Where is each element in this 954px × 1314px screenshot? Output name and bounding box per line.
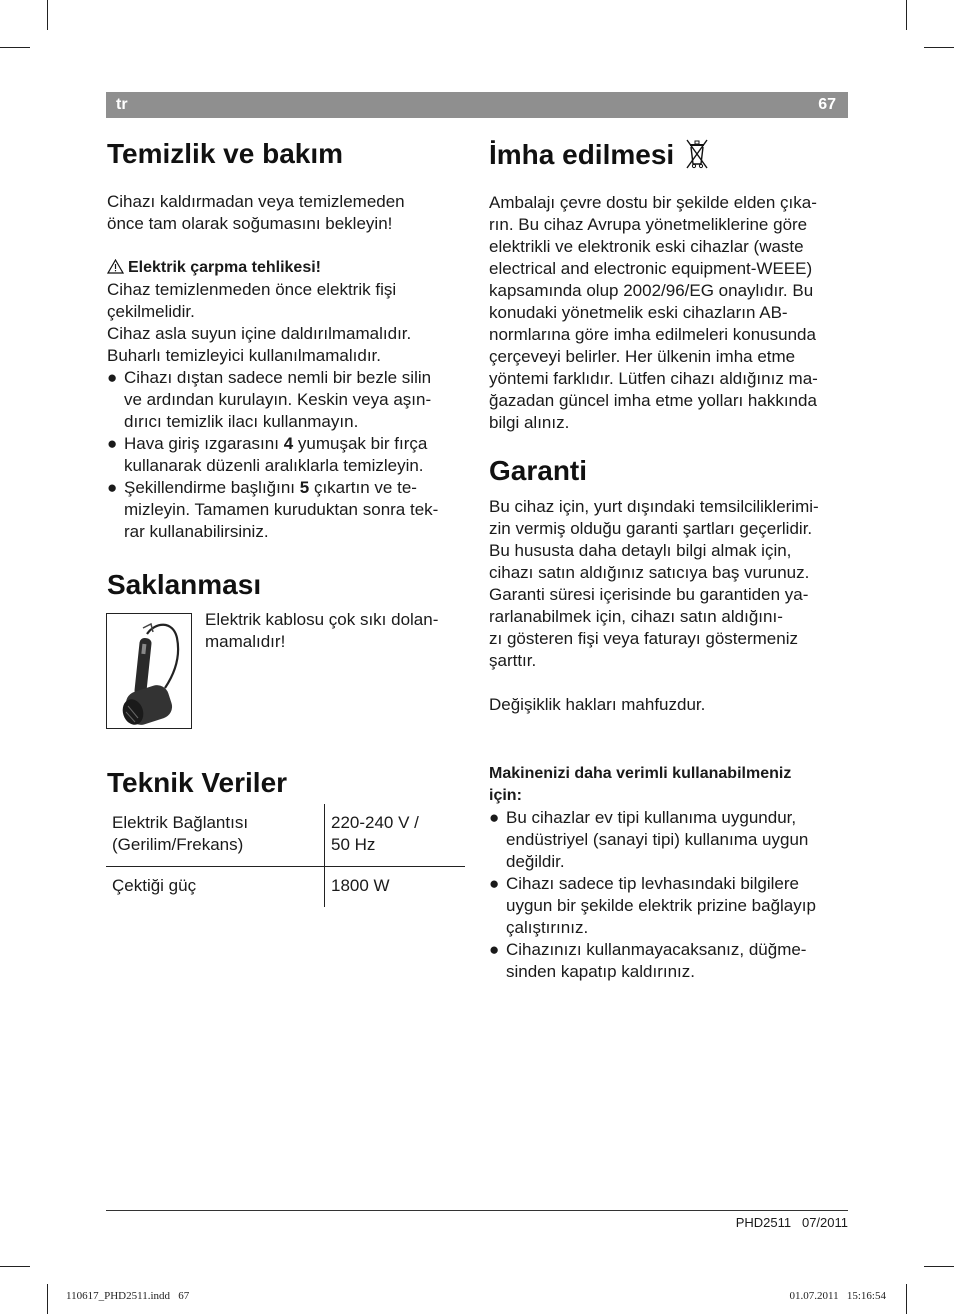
bullet-line: dırıcı temizlik ilacı kullanmayın. [124, 412, 359, 431]
warranty-text-line: cihazı satın aldığınız satıcıya baş vurunuz. [489, 563, 810, 582]
footer-date: 07/2011 [801, 1215, 848, 1230]
disposal-text-line: ğazadan güncel imha etme yolları hakkında [489, 391, 817, 410]
cleaning-text-line: Buharlı temizleyici kullanılmamalıdır. [107, 346, 381, 365]
warranty-text-line: zin vermiş olduğu garanti şartları geçerlidir. [489, 519, 813, 538]
warranty-text-line: şarttır. [489, 651, 537, 670]
crop-mark [0, 47, 30, 48]
warranty-text-line: Bu cihaz için, yurt dışındaki temsilciliklerimi- [489, 497, 819, 516]
language-code: tr [116, 96, 128, 113]
efficiency-bullet [489, 807, 851, 873]
bullet-line [124, 477, 469, 499]
efficiency-bullet [489, 939, 851, 983]
left-column [107, 137, 469, 543]
hairdryer-illustration [106, 613, 192, 729]
disposal-text-line: kapsamında olup 2002/96/EG onaylıdır. Bu [489, 281, 814, 300]
bullet-line [124, 433, 469, 455]
bullet-dot: ● [489, 874, 500, 893]
value-line: 220-240 V / [331, 813, 419, 832]
crop-mark [924, 1266, 954, 1267]
disposal-title: İmha edilmesi [489, 139, 675, 170]
tech-title: Teknik Veriler [107, 767, 288, 798]
bullet-dot: ● [107, 478, 118, 497]
hairdryer-cord-icon [107, 614, 191, 728]
bullet-line: mizleyin. Tamamen kuruduktan sonra tek- [124, 500, 439, 519]
footer-model: PHD2511 [735, 1215, 792, 1230]
bullet-line: sinden kapatıp kaldırınız. [506, 962, 696, 981]
disposal-text-line: electrical and electronic equipment-WEEE) [489, 259, 813, 278]
storage-section [107, 568, 469, 602]
page-header-bar [106, 92, 848, 118]
label-line: Elektrik Bağlantısı [112, 813, 249, 832]
warranty-text [489, 496, 851, 672]
bullet-line: uygun bir şekilde elektrik prizine bağlayıp [506, 896, 816, 915]
disposal-text [489, 192, 851, 434]
bullet-line: değildir. [506, 852, 565, 871]
cleaning-bullet [107, 477, 469, 543]
page-number: 67 [818, 96, 836, 113]
efficiency-section [489, 763, 851, 983]
footer-info [736, 1215, 848, 1230]
weee-bin-icon [684, 137, 710, 169]
cleaning-bullet [107, 367, 469, 433]
warranty-title: Garanti [489, 455, 588, 486]
disposal-text-line: konudaki yönetmelik eski cihazların AB- [489, 303, 788, 322]
part-number: 5 [299, 478, 310, 497]
table-cell-label [106, 804, 325, 867]
warranty-text-line: rarlanabilmek için, cihazı satın aldığını- [489, 607, 783, 626]
label-line: (Gerilim/Frekans) [112, 835, 244, 854]
cleaning-bullet [107, 433, 469, 477]
cleaning-text-line: Cihaz temizlenmeden önce elektrik fişi [107, 280, 397, 299]
warranty-text-line: zı gösteren fişi veya faturayı göstermeniz [489, 629, 798, 648]
table-cell-label [106, 867, 325, 908]
tech-table [106, 804, 465, 907]
warranty-text-line: Garanti süresi içerisinde bu garantiden ya- [489, 585, 809, 604]
crop-mark [924, 47, 954, 48]
storage-text [205, 609, 467, 653]
crop-mark [47, 0, 48, 30]
disposal-text-line: Ambalajı çevre dostu bir şekilde elden çıka- [489, 193, 817, 212]
disposal-text-line: yöntemi farklıdır. Lütfen cihazı aldığınız ma- [489, 369, 818, 388]
warranty-text-line: Bu hususta daha detaylı bilgi almak için, [489, 541, 792, 560]
warning-triangle-icon [107, 259, 124, 274]
bullet-line: ve ardından kurulayın. Keskin veya aşın- [124, 390, 432, 409]
cleaning-text-line: Cihaz asla suyun içine daldırılmamalıdır. [107, 324, 412, 343]
crop-mark [906, 0, 907, 30]
bullet-text: Şekillendirme başlığını [124, 478, 300, 497]
bullet-line: Cihazı sadece tip levhasındaki bilgilere [506, 874, 799, 893]
crop-mark [0, 1266, 30, 1267]
bullet-line: Cihazınızı kullanmayacaksanız, düğme- [506, 940, 807, 959]
bullet-line: Cihazı dıştan sadece nemli bir bezle silin [124, 368, 432, 387]
warranty-note: Değişiklik hakları mahfuzdur. [489, 695, 706, 714]
efficiency-title-line: için: [489, 787, 522, 804]
bullet-dot: ● [107, 368, 118, 387]
bullet-line: rar kullanabilirsiniz. [124, 522, 269, 541]
bullet-dot: ● [107, 434, 118, 453]
crop-mark [906, 1284, 907, 1314]
efficiency-bullet [489, 873, 851, 939]
storage-text-line: Elektrik kablosu çok sıkı dolan- [205, 610, 439, 629]
slug-left: 110617_PHD2511.indd 67 [66, 1290, 190, 1302]
warning-heading [107, 257, 469, 279]
cleaning-title: Temizlik ve bakım [107, 138, 344, 169]
table-row [106, 867, 465, 908]
value-line: 50 Hz [331, 835, 376, 854]
bullet-line: çalıştırınız. [506, 918, 589, 937]
storage-text-line: mamalıdır! [205, 632, 286, 651]
part-number: 4 [283, 434, 294, 453]
tech-section [107, 766, 469, 800]
table-row [106, 804, 465, 867]
bullet-line: kullanarak düzenli aralıklarla temizleyin. [124, 456, 424, 475]
right-column [489, 137, 851, 716]
bullet-dot: ● [489, 940, 500, 959]
footer-rule [106, 1210, 848, 1211]
bullet-dot: ● [489, 808, 500, 827]
table-cell-value [325, 804, 466, 867]
disposal-text-line: rın. Bu cihaz Avrupa yönetmeliklerine göre [489, 215, 808, 234]
disposal-text-line: bilgi alınız. [489, 413, 570, 432]
disposal-text-line: normlarına göre imha edilmeleri konusunda [489, 325, 816, 344]
warning-title: Elektrik çarpma tehlikesi! [128, 259, 321, 276]
bullet-text: Hava giriş ızgarasını [124, 434, 284, 453]
storage-title: Saklanması [107, 569, 262, 600]
bullet-text: çıkartın ve te- [309, 478, 417, 497]
disposal-text-line: elektrikli ve elektronik eski cihazlar (waste [489, 237, 804, 256]
value-line: 1800 W [331, 876, 390, 895]
disposal-heading [489, 137, 851, 172]
cleaning-intro-line: Cihazı kaldırmadan veya temizlemeden [107, 192, 405, 211]
table-cell-value [325, 867, 466, 908]
slug-right: 01.07.2011 15:16:54 [789, 1290, 886, 1302]
disposal-text-line: çerçeveyi belirler. Her ülkenin imha etme [489, 347, 796, 366]
bullet-line: Bu cihazlar ev tipi kullanıma uygundur, [506, 808, 797, 827]
bullet-text: yumuşak bir fırça [293, 434, 428, 453]
label-line: Çektiği güç [112, 876, 197, 895]
cleaning-text-line: çekilmelidir. [107, 302, 195, 321]
bullet-line: endüstriyel (sanayi tipi) kullanıma uygun [506, 830, 809, 849]
cleaning-intro-line: önce tam olarak soğumasını bekleyin! [107, 214, 393, 233]
efficiency-title-line: Makinenizi daha verimli kullanabilmeniz [489, 765, 792, 782]
crop-mark [47, 1284, 48, 1314]
